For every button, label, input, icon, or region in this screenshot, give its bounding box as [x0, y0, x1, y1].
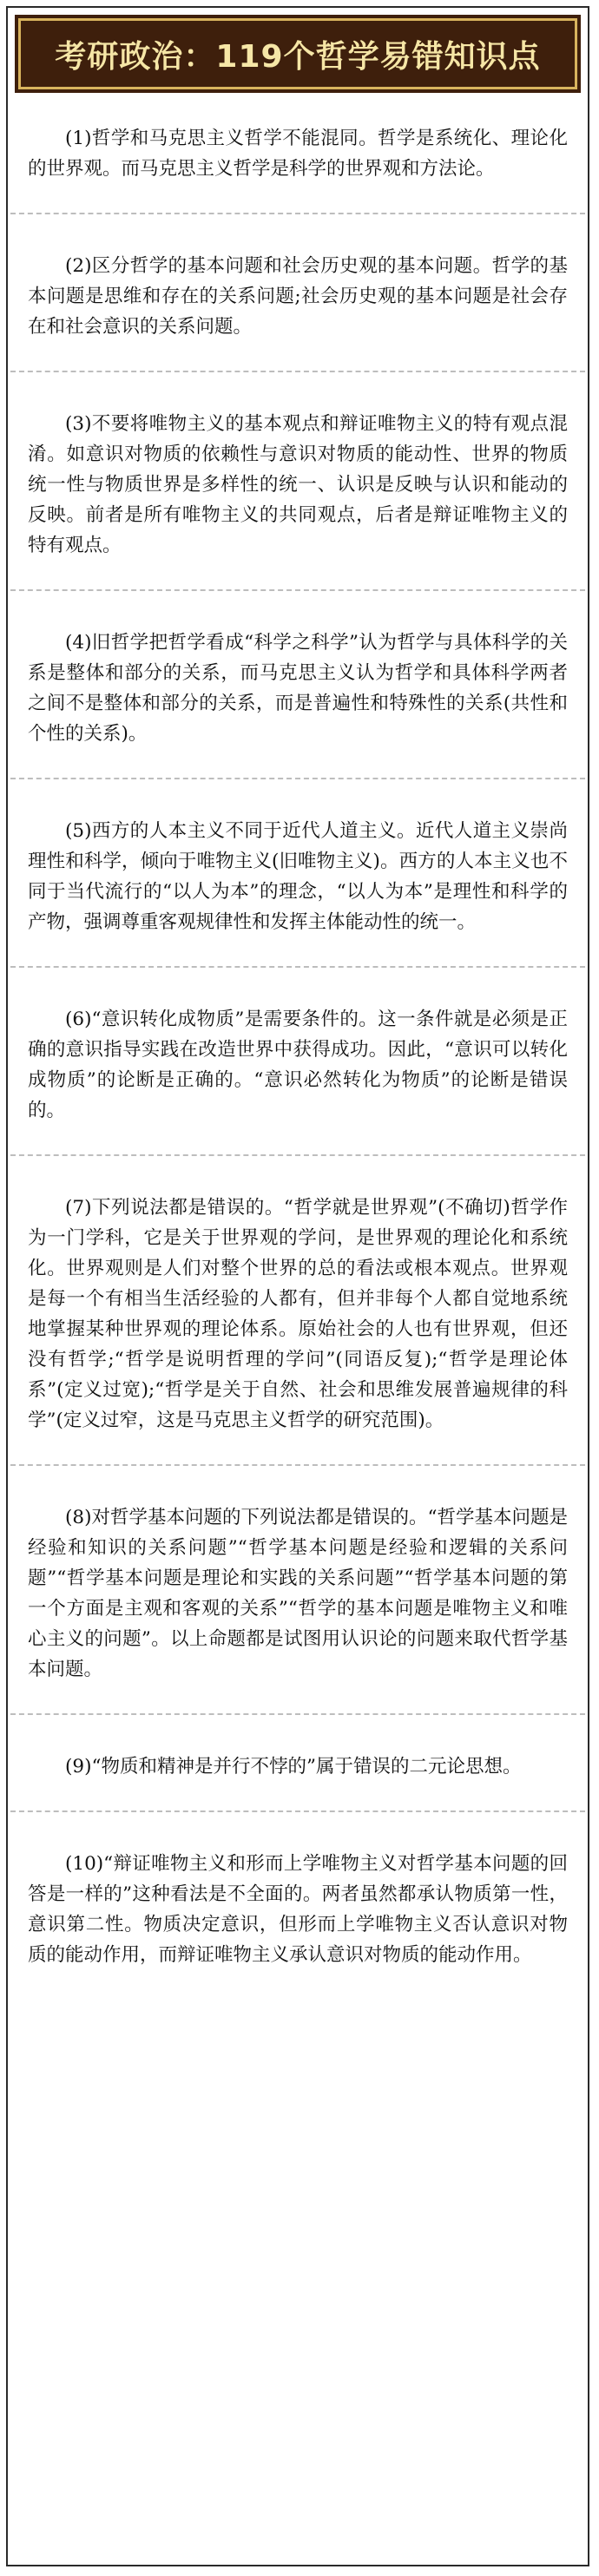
point-4: (4)旧哲学把哲学看成“科学之科学”认为哲学与具体科学的关系是整体和部分的关系，而马克思主义认为哲学和具体科学两者之间不是整体和部分的关系，而是普遍性和特殊性的关系(共性和个性的关系)。: [28, 632, 568, 745]
point-1: (1)哲学和马克思主义哲学不能混同。哲学是系统化、理论化的世界观。而马克思主义哲学是科学的世界观和方法论。: [28, 128, 568, 180]
point-2: (2)区分哲学的基本问题和社会历史观的基本问题。哲学的基本问题是思维和存在的关系问题;社会历史观的基本问题是社会存在和社会意识的关系问题。: [28, 255, 568, 338]
point-5: (5)西方的人本主义不同于近代人道主义。近代人道主义崇尚理性和科学，倾向于唯物主义(旧唯物主义)。西方的人本主义也不同于当代流行的“以人为本”的理念，“以人为本”是理性和科学的产物，强调尊重客观规律性和发挥主体能动性的统一。: [28, 820, 568, 933]
point-10: (10)“辩证唯物主义和形而上学唯物主义对哲学基本问题的回答是一样的”这种看法是不全面的。两者虽然都承认物质第一性，意识第二性。物质决定意识，但形而上学唯物主义否认意识对物质的能动作用，而辩证唯物主义承认意识对物质的能动作用。: [28, 1853, 568, 1966]
divider: [10, 1154, 585, 1156]
point-7: (7)下列说法都是错误的。“哲学就是世界观”(不确切)哲学作为一门学科，它是关于世界观的学问，是世界观的理论化和系统化。世界观则是人们对整个世界的总的看法或根本观点。世界观是每一个有相当生活经验的人都有，但并非每个人都自觉地系统地掌握某种世界观的理论体系。原始社会的人也有世界观，但还没有哲学;“哲学是说明哲理的学问”(同语反复);“哲学是理论体系”(定义过宽);“哲学是关于自然、社会和思维发展普遍规律的科学”(定义过窄，这是马克思主义哲学的研究范围)。: [28, 1197, 568, 1431]
point-8: (8)对哲学基本问题的下列说法都是错误的。“哲学基本问题是经验和知识的关系问题”“哲学基本问题是经验和逻辑的关系问题”“哲学基本问题是理论和实践的关系问题”“哲学基本问题的第一个方面是主观和客观的关系”“哲学的基本问题是唯物主义和唯心主义的问题”。以上命题都是试图用认识论的问题来取代哲学基本问题。: [28, 1507, 568, 1680]
article-body: [28, 123, 568, 1970]
divider: [10, 213, 585, 214]
divider: [10, 371, 585, 372]
point-9: (9)“物质和精神是并行不悖的”属于错误的二元论思想。: [65, 1756, 522, 1778]
title-banner: [15, 15, 581, 93]
point-3: (3)不要将唯物主义的基本观点和辩证唯物主义的特有观点混淆。如意识对物质的依赖性与意识对物质的能动性、世界的物质统一性与物质世界是多样性的统一、认识是反映与认识和能动的反映。前者是所有唯物主义的共同观点，后者是辩证唯物主义的特有观点。: [28, 413, 568, 556]
divider: [10, 1464, 585, 1466]
divider: [10, 778, 585, 779]
page-title: 考研政治：119个哲学易错知识点: [55, 38, 541, 75]
divider: [10, 589, 585, 591]
divider: [10, 1810, 585, 1812]
point-6: (6)“意识转化成物质”是需要条件的。这一条件就是必须是正确的意识指导实践在改造世界中获得成功。因此，“意识可以转化成物质”的论断是正确的。“意识必然转化为物质”的论断是错误的。: [28, 1009, 568, 1121]
divider: [10, 966, 585, 968]
title-banner-border: [18, 18, 577, 89]
divider: [10, 1713, 585, 1715]
